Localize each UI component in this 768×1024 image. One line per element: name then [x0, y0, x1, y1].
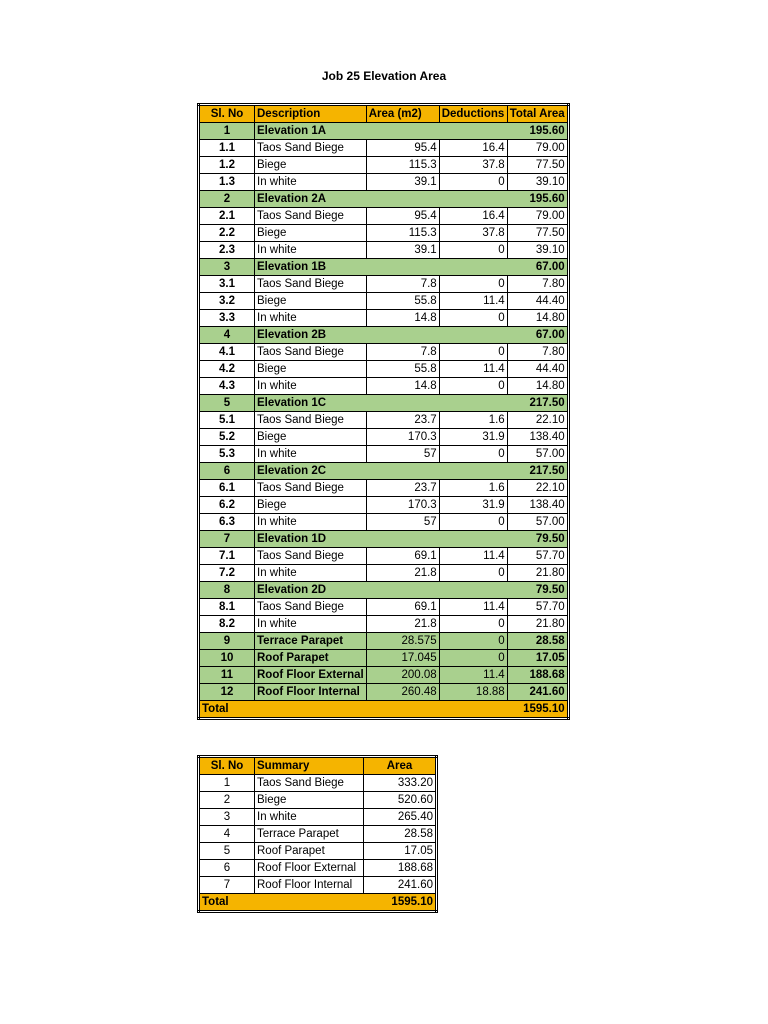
row-area: 57	[366, 514, 439, 531]
summary-row	[199, 809, 437, 826]
column-header: Deductions	[439, 105, 507, 123]
row-total-area: 7.80	[507, 344, 568, 361]
page-title: Job 25 Elevation Area	[321, 69, 447, 83]
summary-row	[199, 775, 437, 792]
row-number: 7.1	[199, 548, 255, 565]
empty-cell	[439, 395, 507, 412]
row-description: Roof Floor External	[255, 860, 364, 877]
summary-row	[199, 826, 437, 843]
row-deductions: 0	[439, 514, 507, 531]
row-total-area: 67.00	[507, 327, 568, 344]
row-number: 6.1	[199, 480, 255, 497]
row-number: 2.1	[199, 208, 255, 225]
row-description: Taos Sand Biege	[255, 480, 367, 497]
summary-header-row	[199, 757, 437, 775]
row-deductions: 0	[439, 378, 507, 395]
table-row	[199, 378, 569, 395]
row-total-area: 44.40	[507, 361, 568, 378]
row-total-area: 77.50	[507, 225, 568, 242]
row-area: 14.8	[366, 310, 439, 327]
row-number: 1.1	[199, 140, 255, 157]
empty-cell	[439, 191, 507, 208]
row-area: 520.60	[364, 792, 437, 809]
row-total-area: 79.50	[507, 582, 568, 599]
table-header-row	[199, 105, 569, 123]
column-header: Area (m2)	[366, 105, 439, 123]
row-description: Taos Sand Biege	[255, 140, 367, 157]
row-area: 333.20	[364, 775, 437, 792]
row-description: Taos Sand Biege	[255, 208, 367, 225]
empty-cell	[439, 123, 507, 140]
row-deductions: 16.4	[439, 140, 507, 157]
row-description: In white	[255, 446, 367, 463]
row-description: In white	[255, 378, 367, 395]
row-number: 8	[199, 582, 255, 599]
row-area: 7.8	[366, 344, 439, 361]
table-row	[199, 208, 569, 225]
empty-cell	[366, 259, 439, 276]
row-number: 3.3	[199, 310, 255, 327]
row-description: Roof Parapet	[255, 650, 367, 667]
row-description: Roof Floor Internal	[255, 877, 364, 894]
elevation-group-row	[199, 191, 569, 208]
table-row	[199, 497, 569, 514]
row-total-area: 44.40	[507, 293, 568, 310]
row-area: 23.7	[366, 412, 439, 429]
row-number: 1.3	[199, 174, 255, 191]
row-deductions: 31.9	[439, 497, 507, 514]
row-total-area: 195.60	[507, 123, 568, 140]
row-number: 4.3	[199, 378, 255, 395]
row-description: Elevation 1C	[255, 395, 367, 412]
row-number: 1	[199, 123, 255, 140]
row-area: 170.3	[366, 429, 439, 446]
elevation-area-table	[197, 103, 570, 720]
empty-cell	[366, 463, 439, 480]
row-number: 9	[199, 633, 255, 650]
table-row	[199, 310, 569, 327]
row-total-area: 14.80	[507, 378, 568, 395]
row-total-area: 39.10	[507, 242, 568, 259]
elevation-group-row	[199, 463, 569, 480]
empty-cell	[255, 701, 508, 719]
column-header: Total Area	[507, 105, 568, 123]
row-deductions: 0	[439, 633, 507, 650]
table-row	[199, 599, 569, 616]
row-area: 241.60	[364, 877, 437, 894]
row-number: 6	[199, 860, 255, 877]
table-row	[199, 174, 569, 191]
row-number: 3.2	[199, 293, 255, 310]
row-area: 39.1	[366, 242, 439, 259]
row-total-area: 79.00	[507, 140, 568, 157]
total-value: 1595.10	[507, 701, 568, 719]
empty-cell	[366, 327, 439, 344]
row-total-area: 57.70	[507, 548, 568, 565]
total-label: Total	[199, 894, 255, 912]
column-header: Sl. No	[199, 757, 255, 775]
row-description: Roof Floor Internal	[255, 684, 367, 701]
row-deductions: 11.4	[439, 361, 507, 378]
row-description: Biege	[255, 157, 367, 174]
row-description: Biege	[255, 225, 367, 242]
row-number: 7	[199, 531, 255, 548]
row-total-area: 241.60	[507, 684, 568, 701]
total-value: 1595.10	[364, 894, 437, 912]
row-description: Elevation 2C	[255, 463, 367, 480]
row-total-area: 57.70	[507, 599, 568, 616]
row-description: Elevation 1A	[255, 123, 367, 140]
table-row	[199, 667, 569, 684]
row-total-area: 79.00	[507, 208, 568, 225]
row-area: 95.4	[366, 208, 439, 225]
table-row	[199, 293, 569, 310]
empty-cell	[439, 531, 507, 548]
empty-cell	[439, 259, 507, 276]
row-deductions: 0	[439, 310, 507, 327]
row-number: 3	[199, 809, 255, 826]
row-description: In white	[255, 514, 367, 531]
empty-cell	[255, 894, 364, 912]
row-total-area: 138.40	[507, 497, 568, 514]
row-number: 5	[199, 395, 255, 412]
column-header: Area	[364, 757, 437, 775]
row-total-area: 39.10	[507, 174, 568, 191]
empty-cell	[366, 395, 439, 412]
row-number: 2.2	[199, 225, 255, 242]
row-area: 21.8	[366, 616, 439, 633]
row-description: Elevation 1D	[255, 531, 367, 548]
row-deductions: 0	[439, 446, 507, 463]
row-number: 2.3	[199, 242, 255, 259]
table-row	[199, 412, 569, 429]
row-area: 21.8	[366, 565, 439, 582]
row-deductions: 31.9	[439, 429, 507, 446]
row-number: 5	[199, 843, 255, 860]
summary-table	[197, 755, 438, 913]
row-number: 5.3	[199, 446, 255, 463]
row-total-area: 21.80	[507, 616, 568, 633]
table-row	[199, 361, 569, 378]
row-description: Roof Floor External	[255, 667, 367, 684]
row-total-area: 14.80	[507, 310, 568, 327]
table-row	[199, 548, 569, 565]
row-area: 69.1	[366, 599, 439, 616]
row-deductions: 37.8	[439, 225, 507, 242]
table-row	[199, 242, 569, 259]
table-row	[199, 446, 569, 463]
empty-cell	[366, 191, 439, 208]
row-deductions: 1.6	[439, 480, 507, 497]
table-row	[199, 633, 569, 650]
row-total-area: 57.00	[507, 514, 568, 531]
row-description: Taos Sand Biege	[255, 412, 367, 429]
row-number: 6	[199, 463, 255, 480]
empty-cell	[366, 531, 439, 548]
row-deductions: 37.8	[439, 157, 507, 174]
row-total-area: 22.10	[507, 412, 568, 429]
row-deductions: 0	[439, 276, 507, 293]
row-area: 200.08	[366, 667, 439, 684]
row-area: 188.68	[364, 860, 437, 877]
row-description: Elevation 2D	[255, 582, 367, 599]
row-area: 17.05	[364, 843, 437, 860]
row-total-area: 138.40	[507, 429, 568, 446]
row-number: 8.2	[199, 616, 255, 633]
row-number: 10	[199, 650, 255, 667]
row-description: Terrace Parapet	[255, 826, 364, 843]
table-row	[199, 429, 569, 446]
summary-row	[199, 877, 437, 894]
row-total-area: 22.10	[507, 480, 568, 497]
row-number: 2	[199, 792, 255, 809]
row-total-area: 217.50	[507, 463, 568, 480]
row-total-area: 7.80	[507, 276, 568, 293]
elevation-group-row	[199, 123, 569, 140]
row-description: Biege	[255, 497, 367, 514]
row-number: 7	[199, 877, 255, 894]
row-description: Elevation 1B	[255, 259, 367, 276]
row-deductions: 0	[439, 650, 507, 667]
table-row	[199, 565, 569, 582]
row-area: 28.575	[366, 633, 439, 650]
empty-cell	[366, 582, 439, 599]
row-area: 55.8	[366, 361, 439, 378]
row-description: In white	[255, 616, 367, 633]
row-deductions: 11.4	[439, 667, 507, 684]
row-area: 23.7	[366, 480, 439, 497]
row-number: 4	[199, 327, 255, 344]
row-number: 5.1	[199, 412, 255, 429]
row-description: Roof Parapet	[255, 843, 364, 860]
elevation-group-row	[199, 259, 569, 276]
elevation-group-row	[199, 582, 569, 599]
row-total-area: 79.50	[507, 531, 568, 548]
row-description: In white	[255, 809, 364, 826]
row-total-area: 28.58	[507, 633, 568, 650]
elevation-group-row	[199, 327, 569, 344]
row-description: Biege	[255, 792, 364, 809]
row-deductions: 18.88	[439, 684, 507, 701]
elevation-group-row	[199, 531, 569, 548]
row-number: 3	[199, 259, 255, 276]
row-description: Taos Sand Biege	[255, 775, 364, 792]
row-number: 7.2	[199, 565, 255, 582]
row-deductions: 16.4	[439, 208, 507, 225]
row-area: 14.8	[366, 378, 439, 395]
table-row	[199, 480, 569, 497]
total-label: Total	[199, 701, 255, 719]
row-deductions: 0	[439, 242, 507, 259]
row-number: 12	[199, 684, 255, 701]
table-row	[199, 157, 569, 174]
row-deductions: 0	[439, 174, 507, 191]
row-number: 4	[199, 826, 255, 843]
row-number: 6.2	[199, 497, 255, 514]
row-area: 7.8	[366, 276, 439, 293]
row-description: Elevation 2A	[255, 191, 367, 208]
row-number: 11	[199, 667, 255, 684]
row-description: Taos Sand Biege	[255, 344, 367, 361]
row-number: 1.2	[199, 157, 255, 174]
row-area: 170.3	[366, 497, 439, 514]
row-description: Elevation 2B	[255, 327, 367, 344]
row-number: 4.1	[199, 344, 255, 361]
row-number: 5.2	[199, 429, 255, 446]
row-deductions: 1.6	[439, 412, 507, 429]
table-row	[199, 276, 569, 293]
grand-total-row	[199, 701, 569, 719]
table-row	[199, 140, 569, 157]
row-area: 95.4	[366, 140, 439, 157]
summary-row	[199, 843, 437, 860]
row-description: Taos Sand Biege	[255, 276, 367, 293]
row-deductions: 0	[439, 565, 507, 582]
empty-cell	[439, 582, 507, 599]
row-description: Biege	[255, 293, 367, 310]
row-total-area: 17.05	[507, 650, 568, 667]
row-area: 28.58	[364, 826, 437, 843]
row-area: 115.3	[366, 157, 439, 174]
row-deductions: 0	[439, 616, 507, 633]
summary-row	[199, 860, 437, 877]
row-description: Biege	[255, 361, 367, 378]
row-deductions: 11.4	[439, 293, 507, 310]
empty-cell	[366, 123, 439, 140]
row-description: Taos Sand Biege	[255, 599, 367, 616]
summary-total-row	[199, 894, 437, 912]
empty-cell	[439, 463, 507, 480]
table-row	[199, 344, 569, 361]
table-row	[199, 650, 569, 667]
row-area: 57	[366, 446, 439, 463]
row-description: In white	[255, 242, 367, 259]
row-area: 115.3	[366, 225, 439, 242]
row-total-area: 217.50	[507, 395, 568, 412]
row-description: In white	[255, 174, 367, 191]
table-row	[199, 225, 569, 242]
row-description: Terrace Parapet	[255, 633, 367, 650]
column-header: Sl. No	[199, 105, 255, 123]
elevation-group-row	[199, 395, 569, 412]
row-deductions: 11.4	[439, 599, 507, 616]
table-row	[199, 616, 569, 633]
table-row	[199, 684, 569, 701]
summary-row	[199, 792, 437, 809]
row-total-area: 21.80	[507, 565, 568, 582]
row-number: 4.2	[199, 361, 255, 378]
table-row	[199, 514, 569, 531]
row-total-area: 188.68	[507, 667, 568, 684]
row-description: Taos Sand Biege	[255, 548, 367, 565]
row-total-area: 77.50	[507, 157, 568, 174]
row-description: In white	[255, 310, 367, 327]
row-area: 260.48	[366, 684, 439, 701]
row-total-area: 57.00	[507, 446, 568, 463]
row-total-area: 67.00	[507, 259, 568, 276]
empty-cell	[439, 327, 507, 344]
row-number: 1	[199, 775, 255, 792]
row-deductions: 0	[439, 344, 507, 361]
row-area: 265.40	[364, 809, 437, 826]
row-area: 39.1	[366, 174, 439, 191]
row-area: 17.045	[366, 650, 439, 667]
row-total-area: 195.60	[507, 191, 568, 208]
row-area: 69.1	[366, 548, 439, 565]
row-description: Biege	[255, 429, 367, 446]
column-header: Summary	[255, 757, 364, 775]
row-deductions: 11.4	[439, 548, 507, 565]
row-number: 8.1	[199, 599, 255, 616]
row-area: 55.8	[366, 293, 439, 310]
row-number: 6.3	[199, 514, 255, 531]
row-number: 3.1	[199, 276, 255, 293]
row-number: 2	[199, 191, 255, 208]
column-header: Description	[255, 105, 367, 123]
row-description: In white	[255, 565, 367, 582]
